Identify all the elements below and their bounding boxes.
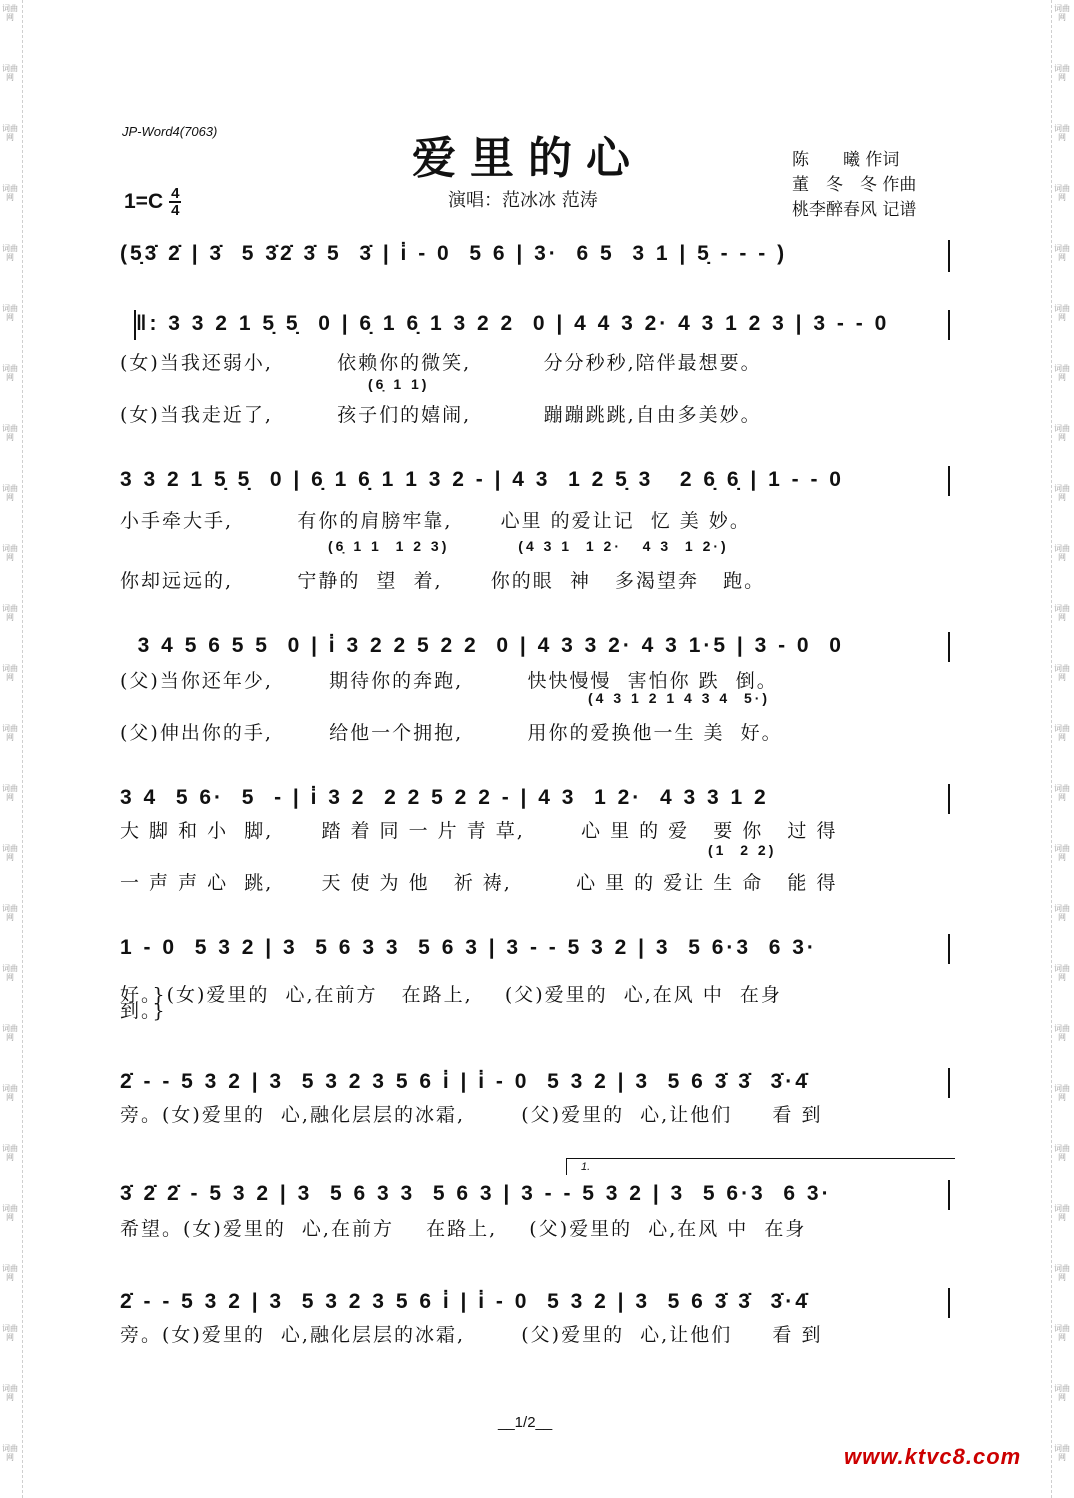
watermark-text: 词曲网 — [1054, 1384, 1070, 1402]
notation-line: 1 - 0 5 3 2 | 3 5 6 3 3 5 6 3 | 3 - - 5 3 2 | 3 5 6·3 6 3· — [120, 936, 817, 959]
lyric-verse-2: 你却远远的, 宁静的 望 着, 你的眼 神 多渴望奔 跑。 — [120, 570, 766, 592]
lyric-verse-1: 大 脚 和 小 脚, 踏 着 同 一 片 青 草, 心 里 的 爱 要 你 过 得 — [120, 820, 838, 842]
watermark-text: 词曲网 — [2, 1264, 18, 1282]
lyric-chorus: 旁。(女)爱里的 心,融化层层的冰霜, (父)爱里的 心,让他们 看 到 — [120, 1324, 823, 1346]
watermark-text: 词曲网 — [1054, 1084, 1070, 1102]
watermark-text: 词曲网 — [1054, 1204, 1070, 1222]
score-row-6 — [120, 1064, 956, 1134]
watermark-text: 词曲网 — [1054, 424, 1070, 442]
watermark-text: 词曲网 — [2, 724, 18, 742]
watermark-text: 词曲网 — [1054, 844, 1070, 862]
watermark-text: 词曲网 — [2, 844, 18, 862]
page-number: __1/2__ — [498, 1414, 553, 1431]
song-title: 爱里的心 — [412, 133, 644, 184]
watermark-text: 词曲网 — [2, 1024, 18, 1042]
end-barline — [948, 1180, 950, 1210]
end-barline — [948, 310, 950, 340]
right-watermark-strip — [1051, 0, 1074, 1498]
watermark-text: 词曲网 — [1054, 484, 1070, 502]
lyric-chorus-alt: 到。} — [120, 1000, 167, 1022]
watermark-text: 词曲网 — [2, 964, 18, 982]
watermark-text: 词曲网 — [2, 184, 18, 202]
lyric-verse-1: (女)当我还弱小, 依赖你的微笑, 分分秒秒,陪伴最想要。 — [120, 352, 762, 374]
alternate-notes: (6̣ 1 1 1 2 3) (4 3 1 1 2· 4 3 1 2·) — [328, 538, 729, 554]
watermark-text: 词曲网 — [1054, 604, 1070, 622]
watermark-text: 词曲网 — [1054, 1324, 1070, 1342]
transcriber-credit: 桃李醉春风 记谱 — [792, 200, 917, 220]
watermark-text: 词曲网 — [1054, 304, 1070, 322]
end-barline — [948, 1288, 950, 1318]
watermark-text: 词曲网 — [1054, 964, 1070, 982]
watermark-text: 词曲网 — [2, 1144, 18, 1162]
alternate-notes: (4 3 1 2 1 4 3 4 5·) — [588, 690, 771, 706]
notation-line: 3̇ 2̇ 2̇ - 5 3 2 | 3 5 6 3 3 5 6 3 | 3 - - 5 3 2 | 3 5 6·3 6 3· — [120, 1182, 832, 1205]
score-row-5 — [120, 930, 956, 1030]
watermark-text: 词曲网 — [2, 664, 18, 682]
volta-bracket — [566, 1158, 955, 1175]
watermark-text: 词曲网 — [1054, 184, 1070, 202]
watermark-text: 词曲网 — [1054, 544, 1070, 562]
watermark-text: 词曲网 — [2, 1084, 18, 1102]
alternate-notes: (1 2 2) — [708, 842, 777, 858]
notation-line: 3 4 5 6 5 5 0 | i̇ 3 2 2 5 2 2 0 | 4 3 3 2· 4 3 1·5 | 3 - 0 0 — [120, 634, 844, 657]
watermark-text: 词曲网 — [1054, 4, 1070, 22]
composer-credit: 董 冬 冬 作曲 — [792, 175, 917, 195]
watermark-text: 词曲网 — [2, 1204, 18, 1222]
score-row-3 — [120, 628, 956, 758]
watermark-text: 词曲网 — [1054, 244, 1070, 262]
watermark-text: 词曲网 — [1054, 664, 1070, 682]
watermark-text: 词曲网 — [1054, 1444, 1070, 1462]
watermark-text: 词曲网 — [2, 484, 18, 502]
site-logo-text: www.ktvc8.com — [844, 1444, 1022, 1469]
score-row-8 — [120, 1284, 956, 1354]
watermark-text: 词曲网 — [2, 1444, 18, 1462]
end-barline — [948, 1068, 950, 1098]
lyric-verse-2: (女)当我走近了, 孩子们的嬉闹, 蹦蹦跳跳,自由多美妙。 — [120, 404, 762, 426]
watermark-text: 词曲网 — [1054, 124, 1070, 142]
key-signature — [124, 186, 181, 218]
watermark-text: 词曲网 — [2, 784, 18, 802]
watermark-text: 词曲网 — [1054, 1144, 1070, 1162]
lyric-chorus: 希望。(女)爱里的 心,在前方 在路上, (父)爱里的 心,在风 中 在身 — [120, 1218, 807, 1240]
credits — [792, 148, 916, 223]
end-barline — [948, 934, 950, 964]
time-signature — [169, 186, 181, 218]
watermark-text: 词曲网 — [2, 364, 18, 382]
watermark-text: 词曲网 — [2, 424, 18, 442]
watermark-text: 词曲网 — [2, 124, 18, 142]
volta-label: 1. — [581, 1161, 591, 1173]
notation-line: 2̇ - - 5 3 2 | 3 5 3 2 3 5 6 i̇ | i̇ - 0 5 3 2 | 3 5 6 3̇ 3̇ 3̇·4̇ — [120, 1290, 810, 1313]
end-barline — [948, 632, 950, 662]
notation-line: 3 4 5 6· 5 - | i̇ 3 2 2 2 5 2 2 - | 4 3 1 2· 4 3 3 1 2 — [120, 786, 769, 809]
score-row-1 — [120, 306, 956, 436]
document-id: JP-Word4(7063) — [122, 124, 218, 139]
watermark-text: 词曲网 — [1054, 64, 1070, 82]
watermark-text: 词曲网 — [2, 1324, 18, 1342]
score-row-2 — [120, 462, 956, 592]
watermark-text: 词曲网 — [1054, 784, 1070, 802]
watermark-text: 词曲网 — [1054, 724, 1070, 742]
singer-line: 演唱：范冰冰 范涛 — [448, 190, 598, 211]
score-row-7 — [120, 1161, 956, 1256]
notation-line: 3 3 2 1 5̣ 5̣ 0 | 6̣ 1 6̣ 1 1 3 2 - | 4 3 1 2 5̣ 3 2 6̣ 6̣ | 1 - - 0 — [120, 468, 844, 491]
watermark-text: 词曲网 — [2, 1384, 18, 1402]
watermark-text: 词曲网 — [2, 244, 18, 262]
lyric-verse-2: 一 声 声 心 跳, 天 使 为 他 祈 祷, 心 里 的 爱让 生 命 能 得 — [120, 872, 838, 894]
watermark-text: 词曲网 — [1054, 1264, 1070, 1282]
notation-line: ‖: 3 3 2 1 5̣ 5̣ 0 | 6̣ 1 6̣ 1 3 2 2 0 | 4 4 3 2· 4 3 1 2 3 | 3 - - 0 — [136, 312, 890, 335]
watermark-text: 词曲网 — [2, 4, 18, 22]
end-barline — [948, 784, 950, 814]
notation-line: 2̇ - - 5 3 2 | 3 5 3 2 3 5 6 i̇ | i̇ - 0 5 3 2 | 3 5 6 3̇ 3̇ 3̇·4̇ — [120, 1070, 810, 1093]
lyric-chorus: 旁。(女)爱里的 心,融化层层的冰霜, (父)爱里的 心,让他们 看 到 — [120, 1104, 823, 1126]
watermark-text: 词曲网 — [2, 64, 18, 82]
end-barline — [948, 240, 950, 272]
lyric-verse-1: 小手牵大手, 有你的肩膀牢靠, 心里 的爱让记 忆 美 妙。 — [120, 510, 751, 532]
score-row-4 — [120, 780, 956, 900]
repeat-barline — [134, 310, 136, 340]
site-logo — [844, 1444, 1021, 1470]
watermark-text: 词曲网 — [1054, 364, 1070, 382]
score-row-intro — [120, 238, 956, 278]
end-barline — [948, 466, 950, 496]
lyric-verse-2: (父)伸出你的手, 给他一个拥抱, 用你的爱换他一生 美 好。 — [120, 722, 783, 744]
watermark-text: 词曲网 — [2, 904, 18, 922]
watermark-text: 词曲网 — [1054, 1024, 1070, 1042]
watermark-text: 词曲网 — [2, 544, 18, 562]
left-watermark-strip — [0, 0, 23, 1498]
lyric-chorus: 好。}(女)爱里的 心,在前方 在路上, (父)爱里的 心,在风 中 在身 — [120, 984, 782, 1006]
time-denominator: 4 — [171, 202, 180, 219]
lyricist-credit: 陈 曦 作词 — [792, 150, 900, 170]
watermark-text: 词曲网 — [2, 304, 18, 322]
key-label: 1=C — [124, 190, 164, 213]
time-numerator: 4 — [171, 185, 180, 202]
notation-line: (5̣3̇ 2̇ | 3̇ 5 3̇2̇ 3̇ 5 3̇ | i̇ - 0 5 6 | 3· 6 5 3 1 | 5̣ - - - ) — [120, 242, 788, 265]
alternate-notes: (6̣ 1 1) — [368, 376, 430, 392]
lyric-verse-1: (父)当你还年少, 期待你的奔跑, 快快慢慢 害怕你 跌 倒。 — [120, 670, 778, 692]
watermark-text: 词曲网 — [2, 604, 18, 622]
watermark-text: 词曲网 — [1054, 904, 1070, 922]
